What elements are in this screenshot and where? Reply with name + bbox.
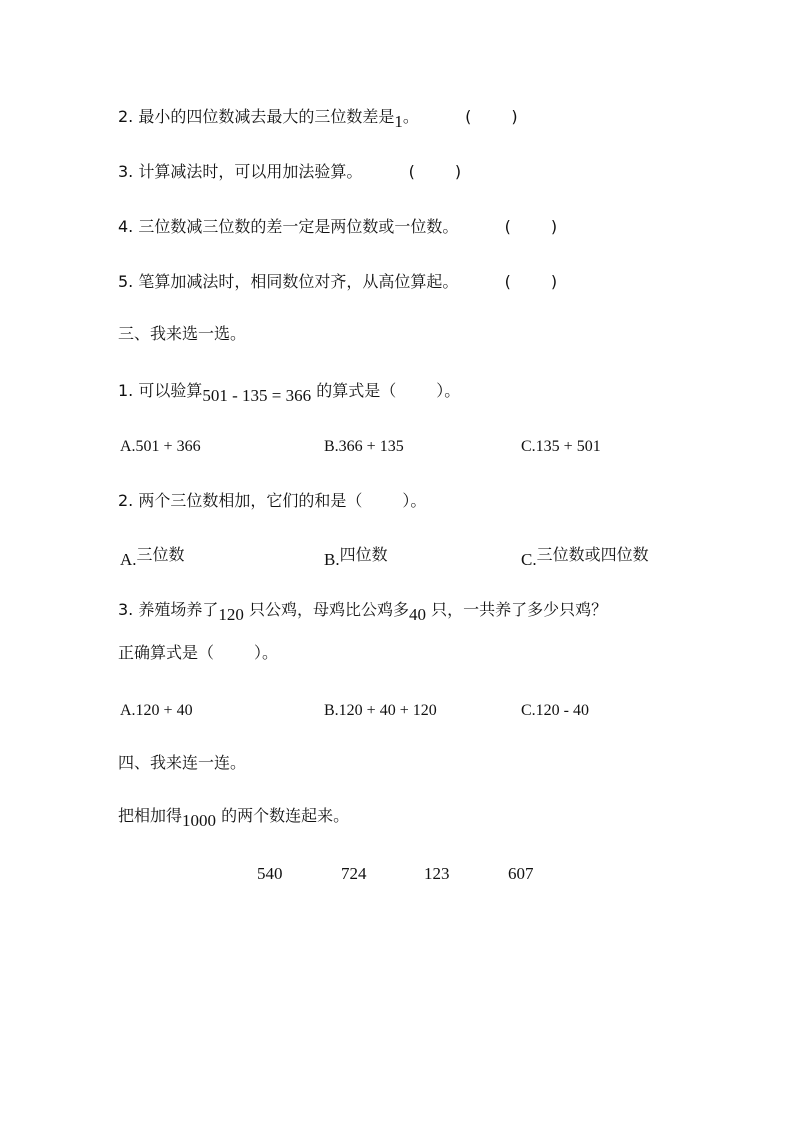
option-text: 三位数	[136, 545, 185, 564]
option-text: 三位数或四位数	[536, 545, 649, 564]
option-text: 四位数	[339, 545, 388, 564]
option-a[interactable]: A.501 + 366	[120, 438, 201, 455]
answer-paren-close: )	[454, 162, 462, 181]
option-a[interactable]: A.120 + 40	[120, 702, 193, 719]
item-number: 1.	[118, 381, 134, 400]
item-tail-close: ）。	[436, 381, 461, 400]
option-b[interactable]	[324, 545, 388, 569]
item-tail: 的算式是（	[316, 381, 397, 400]
item-number: 2.	[118, 491, 134, 510]
judge-item-3	[118, 162, 461, 182]
number-40: 40	[408, 605, 426, 624]
option-b[interactable]: B.366 + 135	[324, 438, 404, 455]
item-number: 4.	[118, 217, 134, 236]
answer-paren-close: )	[511, 107, 518, 126]
item-tail: 。	[402, 107, 419, 126]
answer-paren-close: )	[550, 272, 558, 291]
item-text: 三位数减三位数的差一定是两位数或一位数。	[138, 217, 459, 236]
choice-question-3	[118, 600, 608, 624]
judge-item-4	[118, 217, 557, 237]
instruction-text: 把相加得	[118, 806, 183, 825]
item-text: 两个三位数相加，它们的和是（	[138, 491, 363, 510]
item-text: 养殖场养了	[138, 600, 219, 619]
item-text-c: 只，一共养了多少只鸡？	[431, 600, 608, 619]
option-a[interactable]	[120, 545, 185, 569]
expression: 501 - 135 = 366	[202, 386, 312, 405]
item-number: 2.	[118, 107, 134, 126]
item-text: 正确算式是（	[118, 643, 215, 662]
option-c[interactable]: C.120 - 40	[521, 702, 589, 719]
section-3-title: 三、我来选一选。	[118, 324, 247, 343]
instruction-text-b: 的两个数连起来。	[221, 806, 350, 825]
connect-instruction	[118, 806, 350, 830]
answer-paren-open[interactable]: (	[465, 107, 472, 126]
number-1000: 1000	[182, 811, 217, 830]
item-text: 最小的四位数减去最大的三位数差是	[138, 107, 395, 126]
option-b[interactable]: B.120 + 40 + 120	[324, 702, 437, 719]
option-letter: A.	[120, 550, 137, 569]
item-text-b: 只公鸡，母鸡比公鸡多	[248, 600, 409, 619]
item-number: 3.	[118, 600, 134, 619]
judge-item-5	[118, 272, 557, 292]
section-4-title: 四、我来连一连。	[118, 753, 247, 772]
answer-paren-open[interactable]: (	[504, 217, 511, 236]
item-number: 3.	[118, 162, 134, 181]
item-text: 可以验算	[138, 381, 203, 400]
choice-question-1	[118, 381, 461, 405]
answer-paren-close: )	[550, 217, 558, 236]
item-number: 5.	[118, 272, 134, 291]
option-c[interactable]	[521, 545, 649, 569]
item-tail: ）。	[402, 491, 427, 510]
connect-number[interactable]: 724	[341, 864, 367, 883]
item-tail: ）。	[254, 643, 279, 662]
item-text: 笔算加减法时，相同数位对齐，从高位算起。	[138, 272, 459, 291]
option-letter: C.	[521, 550, 537, 569]
choice-question-2	[118, 491, 426, 511]
connect-number[interactable]: 607	[508, 864, 534, 883]
answer-paren-open[interactable]: (	[504, 272, 511, 291]
item-text: 计算减法时，可以用加法验算。	[138, 162, 363, 181]
answer-paren-open[interactable]: (	[408, 162, 415, 181]
option-letter: B.	[324, 550, 340, 569]
item-value: 1	[394, 112, 403, 131]
option-c[interactable]: C.135 + 501	[521, 438, 601, 455]
connect-number[interactable]: 123	[424, 864, 450, 883]
judge-item-2	[118, 107, 518, 131]
choice-question-3-line2	[118, 643, 278, 663]
number-120: 120	[218, 605, 244, 624]
connect-number[interactable]: 540	[257, 864, 283, 883]
